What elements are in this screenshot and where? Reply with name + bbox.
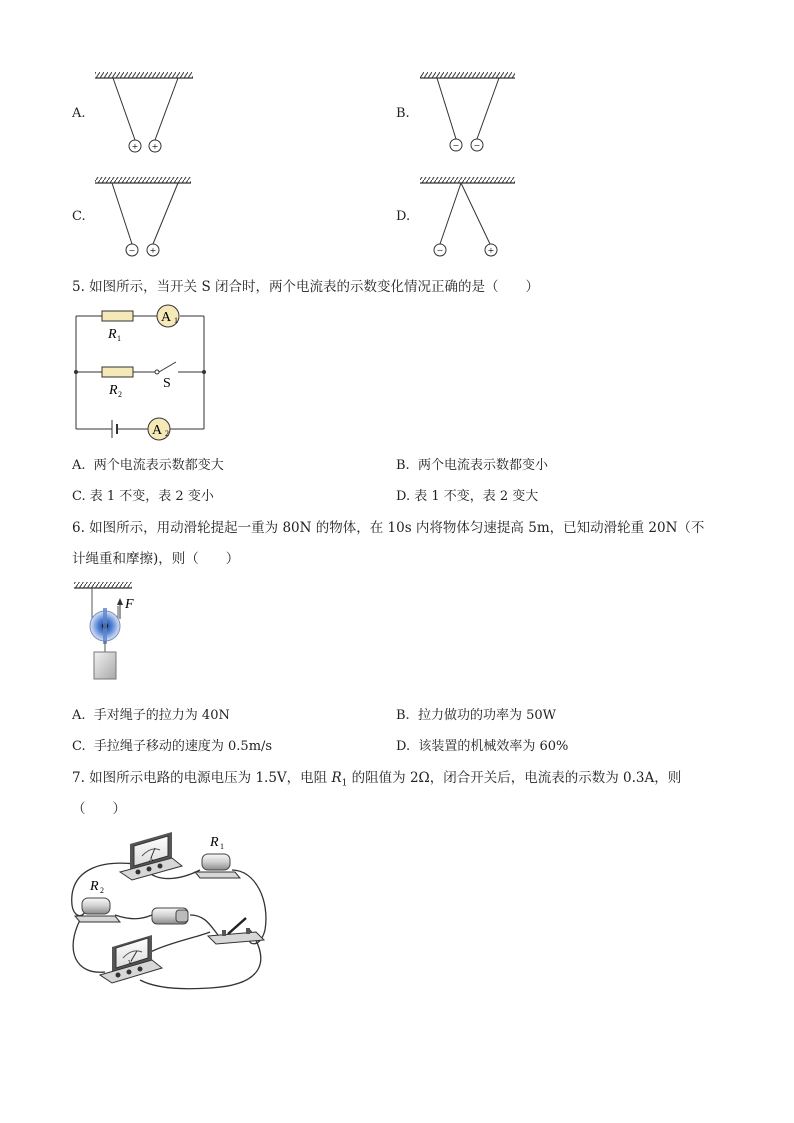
q6-stem-line1: 6. 如图所示，用动滑轮提起一重为 80N 的物体，在 10s 内将物体匀速提高 5m，已知动滑轮重 20N（不 [72, 520, 705, 536]
q5-circuit-diagram [60, 298, 220, 446]
q6-option-c[interactable]: C. 手拉绳子移动的速度为 0.5m/s [72, 739, 273, 754]
q7-stem: 7. 如图所示电路的电源电压为 1.5V，电阻 $R_1$ 的阻值为 2Ω，闭合开关后，电流表的示数为 0.3A，则 [72, 770, 682, 789]
option-letter: C. [72, 209, 86, 224]
svg-text:2: 2 [100, 886, 104, 895]
resistor-r1 [102, 311, 133, 321]
battery-device [152, 908, 188, 924]
q6-option-b[interactable]: B. 拉力做功的功率为 50W [396, 708, 556, 723]
svg-text:F: F [125, 597, 134, 612]
option-letter: D. [396, 209, 411, 224]
resistor-r2 [102, 367, 133, 377]
svg-text:1: 1 [220, 842, 224, 851]
svg-text:R: R [108, 327, 117, 342]
ball-charge: + [151, 141, 159, 153]
svg-text:R: R [90, 879, 99, 894]
ball-charge: − [473, 140, 481, 152]
q4-diagrams [0, 0, 794, 270]
ammeter-device [120, 832, 182, 880]
resistor-r2-device [75, 879, 120, 922]
svg-text:2: 2 [118, 390, 122, 399]
q5-option-d[interactable]: D. 表 1 不变，表 2 变大 [396, 489, 539, 504]
resistor-r1-device [195, 835, 240, 878]
svg-text:2: 2 [165, 429, 169, 438]
q4-diagram-b [420, 72, 515, 152]
q6-stem-line2: 计绳重和摩擦)，则（ ） [72, 551, 240, 567]
svg-text:R: R [109, 383, 118, 398]
svg-text:1: 1 [174, 316, 178, 325]
q5-option-b[interactable]: B. 两个电流表示数都变小 [396, 458, 548, 473]
svg-text:V: V [128, 960, 133, 966]
q4-diagram-a [95, 72, 193, 153]
ball-charge: + [131, 141, 139, 153]
q6-pulley-diagram [70, 578, 150, 690]
svg-text:A: A [149, 857, 154, 863]
q7-circuit-photo-diagram [60, 820, 280, 992]
svg-text:R: R [210, 835, 219, 850]
ball-charge: + [487, 245, 495, 257]
svg-text:A: A [151, 423, 163, 438]
ball-charge: − [452, 140, 460, 152]
q4-diagram-d [420, 177, 515, 257]
q5-option-c[interactable]: C. 表 1 不变，表 2 变小 [72, 489, 214, 504]
ball-charge: + [149, 245, 157, 257]
q6-option-a[interactable]: A. 手对绳子的拉力为 40N [72, 708, 230, 723]
weight-block [94, 652, 116, 679]
q5-option-a[interactable]: A. 两个电流表示数都变大 [72, 458, 224, 473]
q7-stem-line2: （ ） [72, 801, 126, 817]
q6-option-d[interactable]: D. 该装置的机械效率为 60% [396, 739, 569, 754]
option-letter: B. [396, 106, 410, 121]
ball-charge: − [436, 245, 444, 257]
svg-text:1: 1 [117, 334, 121, 343]
q5-stem: 5. 如图所示，当开关 S 闭合时，两个电流表的示数变化情况正确的是（ ） [72, 279, 540, 295]
option-letter: A. [72, 106, 86, 121]
switch-device [208, 918, 264, 944]
ball-charge: − [128, 245, 136, 257]
voltmeter-device [100, 935, 162, 983]
svg-text:S: S [163, 376, 171, 391]
arrow-up-icon [117, 598, 123, 605]
svg-text:A: A [160, 310, 172, 325]
q4-diagram-c [95, 177, 191, 257]
